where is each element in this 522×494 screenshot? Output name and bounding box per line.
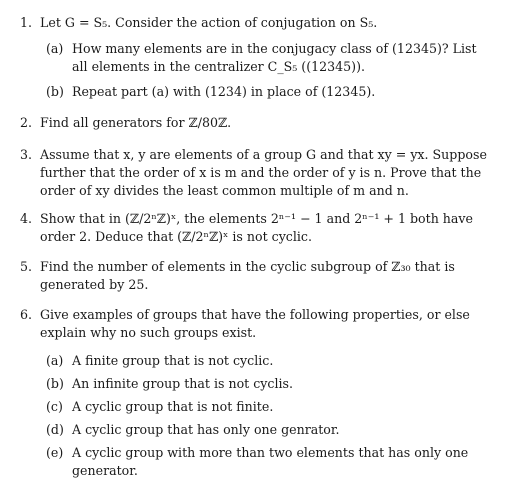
problem-5 — [20, 258, 500, 294]
problem-text — [40, 14, 500, 32]
problem-line: Give examples of groups that have the following properties, or else — [40, 307, 470, 322]
problem-number: 3. — [20, 147, 33, 162]
part-text — [72, 352, 486, 370]
problem-1-part-b — [46, 83, 486, 101]
problem-3 — [20, 146, 500, 200]
part-text — [72, 83, 486, 101]
problem-line: Let G = S₅. Consider the action of conjugation on S₅. — [40, 15, 378, 30]
problem-number: 2. — [20, 115, 33, 130]
part-line: A finite group that is not cyclic. — [72, 353, 274, 368]
problem-text — [40, 114, 500, 132]
problem-2 — [20, 114, 500, 132]
part-line: A cyclic group that is not finite. — [72, 399, 274, 414]
part-line: An infinite group that is not cyclis. — [72, 376, 293, 391]
problem-text — [40, 146, 500, 200]
part-line: How many elements are in the conjugacy class of (12345)? List — [72, 41, 477, 56]
problem-6-part-d — [46, 421, 486, 439]
part-label: (e) — [46, 445, 64, 460]
part-text — [72, 398, 486, 416]
problem-number: 1. — [20, 15, 33, 30]
problem-6 — [20, 306, 500, 342]
part-text — [72, 421, 486, 439]
problem-number: 6. — [20, 307, 33, 322]
problem-6-part-e — [46, 444, 486, 480]
problem-6-part-b — [46, 375, 486, 393]
problem-line: explain why no such groups exist. — [40, 325, 257, 340]
problem-line: generated by 25. — [40, 277, 149, 292]
part-line: all elements in the centralizer C_S₅ ((12345)). — [72, 59, 366, 74]
problem-line: Find the number of elements in the cyclic subgroup of ℤ₃₀ that is — [40, 259, 455, 274]
part-label: (d) — [46, 422, 64, 437]
problem-number: 4. — [20, 211, 33, 226]
problem-1 — [20, 14, 500, 32]
part-line: A cyclic group that has only one genrator. — [72, 422, 340, 437]
part-label: (c) — [46, 399, 63, 414]
problem-line: Assume that x, y are elements of a group G and that xy = yx. Suppose — [40, 147, 487, 162]
problem-6-part-c — [46, 398, 486, 416]
problem-line: order 2. Deduce that (ℤ/2ⁿℤ)ˣ is not cyclic. — [40, 229, 312, 244]
problem-line: Find all generators for ℤ/80ℤ. — [40, 115, 232, 130]
problem-line: further that the order of x is m and the order of y is n. Prove that the — [40, 165, 482, 180]
problem-line: Show that in (ℤ/2ⁿℤ)ˣ, the elements 2ⁿ⁻¹ − 1 and 2ⁿ⁻¹ + 1 both have — [40, 211, 473, 226]
part-label: (a) — [46, 41, 64, 56]
problem-text — [40, 306, 500, 342]
part-text — [72, 444, 486, 480]
part-line: A cyclic group with more than two elements that has only one — [72, 445, 469, 460]
part-label: (a) — [46, 353, 64, 368]
problem-number: 5. — [20, 259, 33, 274]
problem-1-part-a — [46, 40, 486, 76]
problem-4 — [20, 210, 500, 246]
part-label: (b) — [46, 376, 64, 391]
part-line: Repeat part (a) with (1234) in place of (12345). — [72, 84, 376, 99]
problem-6-part-a — [46, 352, 486, 370]
part-label: (b) — [46, 84, 64, 99]
problem-text — [40, 210, 500, 246]
part-text — [72, 375, 486, 393]
part-line: generator. — [72, 463, 138, 478]
problem-line: order of xy divides the least common multiple of m and n. — [40, 183, 409, 198]
problem-text — [40, 258, 500, 294]
part-text — [72, 40, 486, 76]
